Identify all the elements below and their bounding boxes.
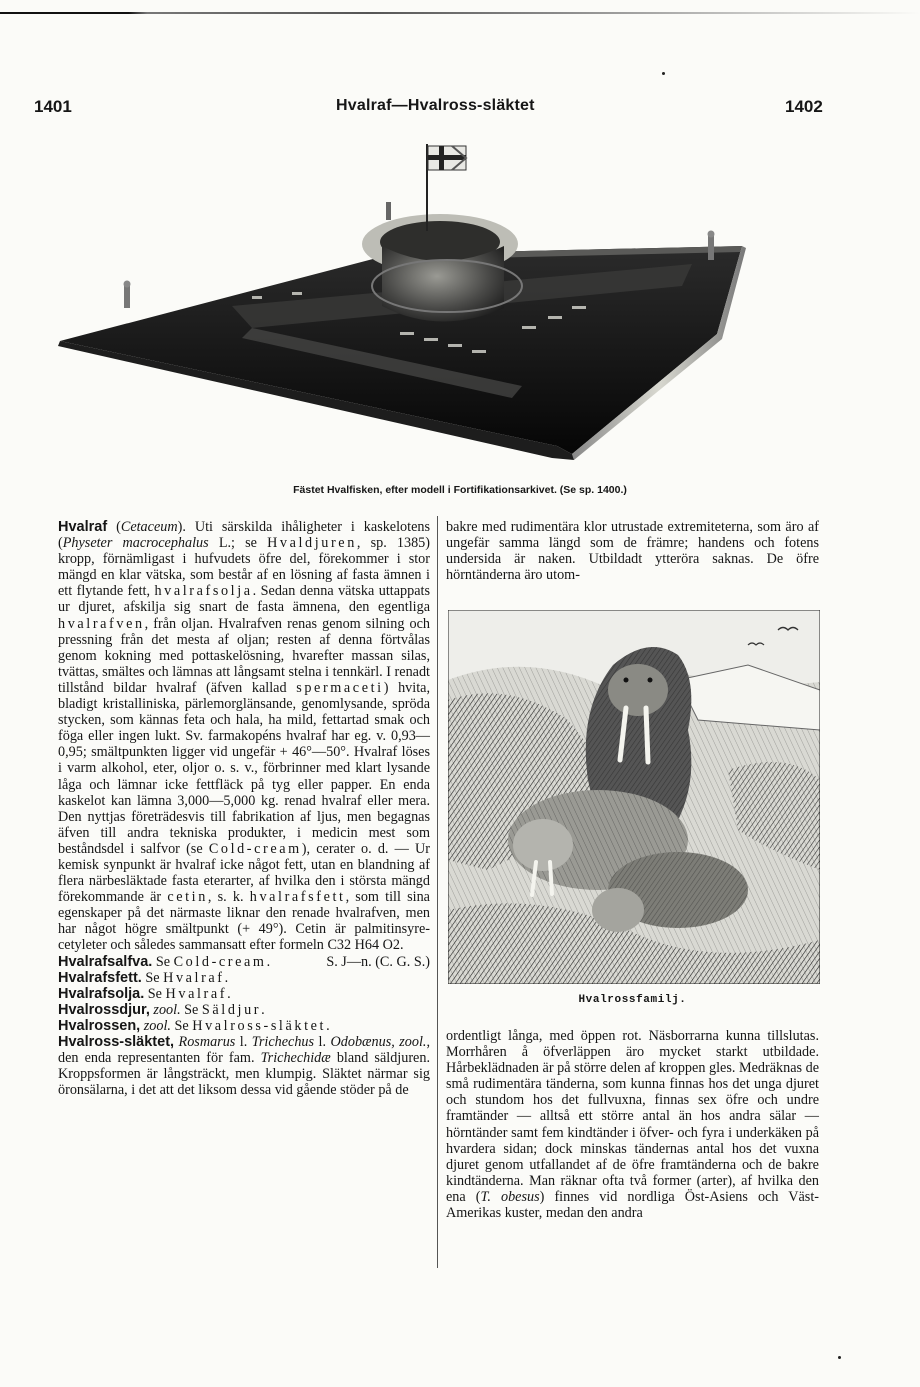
cross-reference: Cold-cream (208, 840, 302, 857)
figure2-caption: Hvalrossfamilj. (578, 994, 687, 1006)
entry-hvalrafsalfva: Hvalrafsalfva. Se Cold-cream. (58, 953, 271, 970)
left-column (58, 519, 430, 1098)
page-number-left: 1401 (34, 97, 72, 116)
corner-post-left (124, 284, 130, 308)
entry-hvalrossdjur: Hvalrossdjur, zool. Se Säldjur. (58, 1001, 265, 1018)
speck (662, 72, 665, 75)
cross-reference: Säldjur (201, 1001, 262, 1018)
page-number-right: 1402 (785, 97, 823, 116)
headword: Hvalraf (58, 519, 108, 535)
figure1-caption: Fästet Hvalfisken, efter modell i Fortifikationsarkivet. (Se sp. 1400.) (293, 484, 627, 496)
entry-hvalross-slaktet: Hvalross-släktet, Rosmarus l. Trichechus l. Odobænus, zool., den enda representanten för fam. Trichechidæ bland säldjuren. Kroppsformen är långsträckt, men klumpig. Släktet närmar sig öronsälarna, i det att det liksom dessa vid gående stöder på de (58, 1034, 430, 1099)
cross-reference: Cold-cream (173, 953, 267, 970)
top-rule (0, 12, 920, 14)
right-column-bottom (446, 1028, 819, 1221)
walrus-family-illustration (448, 610, 820, 984)
column-divider (437, 516, 438, 1268)
paragraph: bakre med rudimentära klor utrustade extremiteterna, som äro af ungefär samma längd som de främre; handens och fotens undersida är naken. Utbildadt ytteröra saknas. De öfre hörntänderna äro utom- (446, 519, 819, 584)
entry-hvalrossen: Hvalrossen, zool. Se Hvalross-släktet. (58, 1017, 330, 1034)
running-title: Hvalraf—Hvalross-släktet (336, 97, 535, 114)
corner-post-right (708, 234, 714, 260)
cross-reference: Hvalross-släktet (192, 1017, 327, 1034)
entry-hvalrafsolja: Hvalrafsolja. Se Hvalraf. (58, 985, 231, 1002)
cross-reference: Hvalraf (165, 985, 228, 1002)
cross-reference: Hvalraf (163, 969, 225, 986)
fortress-model-illustration (52, 136, 768, 464)
running-header (0, 97, 920, 121)
right-column-top (446, 519, 819, 583)
paragraph: ordentligt långa, med öppen rot. Näsborrarna kunna tillslutas. Morrhåren å öfverläppen äro mycket starkt utbildade. Hårbeklädnaden är på större delen af kroppen gles. Medräknas de små rudimentära tänderna, som kunna finnas hos det unga djuret och stundom hos det fullvuxna, finnas sex öfre och undre framtänder — alltså ett större antal än hos andra sälar — hörntänder samt fem kindtänder i öfver- och fyra i underkäken på hvardera sidan; dock minskas tändernas antal hos det vuxna djuret genom utfallandet af de öfre framtänderna och de bakre kindtänderna. Man räknar ofta två former (arter), af hvilka den ena (T. obesus) finnes vid nordliga Öst-Asiens och Väst-Amerikas kuster, medan den andra (446, 1028, 819, 1222)
author-signature: S. J—n. (C. G. S.) (326, 953, 430, 970)
cross-reference: Hvaldjuren (267, 535, 357, 552)
flag-icon (428, 146, 466, 170)
entry-hvalrafsfett: Hvalrafsfett. Se Hvalraf. (58, 969, 229, 986)
entry-hvalraf: Hvalraf (Cetaceum). Uti särskilda ihåligheter i kaskelotens (Physeter macrocephalus L.; se Hvaldjuren, sp. 1385) kropp, förnämligast i hufvudets öfre del, förekommer i stor mängd en klar vätska, som består af en lösning af fasta ämnen i ett flytande fett, hvalrafsolja. Sedan denna vätska uttappats ur djuret, afskilja sig snart de fasta ämnena, den egentliga hvalrafven, från oljan. Hvalrafven renas genom silning och pressning från det mesta af oljan; resten af denna förtvålas genom kokning med pottaskelösning, hvarefter massan silas, tvättas, smältes och lämnas att långsamt stelna i tennkärl. I renadt tillstånd bildar hvalraf (äfven kallad spermaceti) hvita, bladigt kristalliniska, pärlemorglänsande, genomlysande, spröda stycken, som kännas feta och hala, ha mild, fettartad smak och föga eller ingen lukt. Sv. farmakopéns hvalraf har eg. v. 0,93—0,95; smältpunkten ligger vid ungefär + 46°—50°. Hvalraf löses i varm alkohol, eter, oljor o. s. v., förbrinner med klart lysande låga och lämnar icke fettfläck på tyg eller papper. En enda kaskelot kan lämna 3,000—5,000 kg. renad hvalraf eller mera. Den nyttjas företrädesvis till fabrikation af ljus, men begagnas äfven till andra tekniska produkter, i medicin mest som beståndsdel i salfvor (se Cold-cream), cerater o. d. — Ur kemisk synpunkt är hvalraf icke något fett, utan en blandning af flera närbesläktade fasta eterarter, af hvilka den i största mängd förekommande är cetin, s. k. hvalrafsfett, som till sina egenskaper på det närmaste liknar den renade hvalrafven, men har något högre smältpunkt (+ 49°). Cetin är palmitinsyre-cetyleter och således sammansatt efter formeln C32 H64 O2. S. J—n. (C. G. S.) (58, 519, 430, 970)
speck (838, 1356, 841, 1359)
